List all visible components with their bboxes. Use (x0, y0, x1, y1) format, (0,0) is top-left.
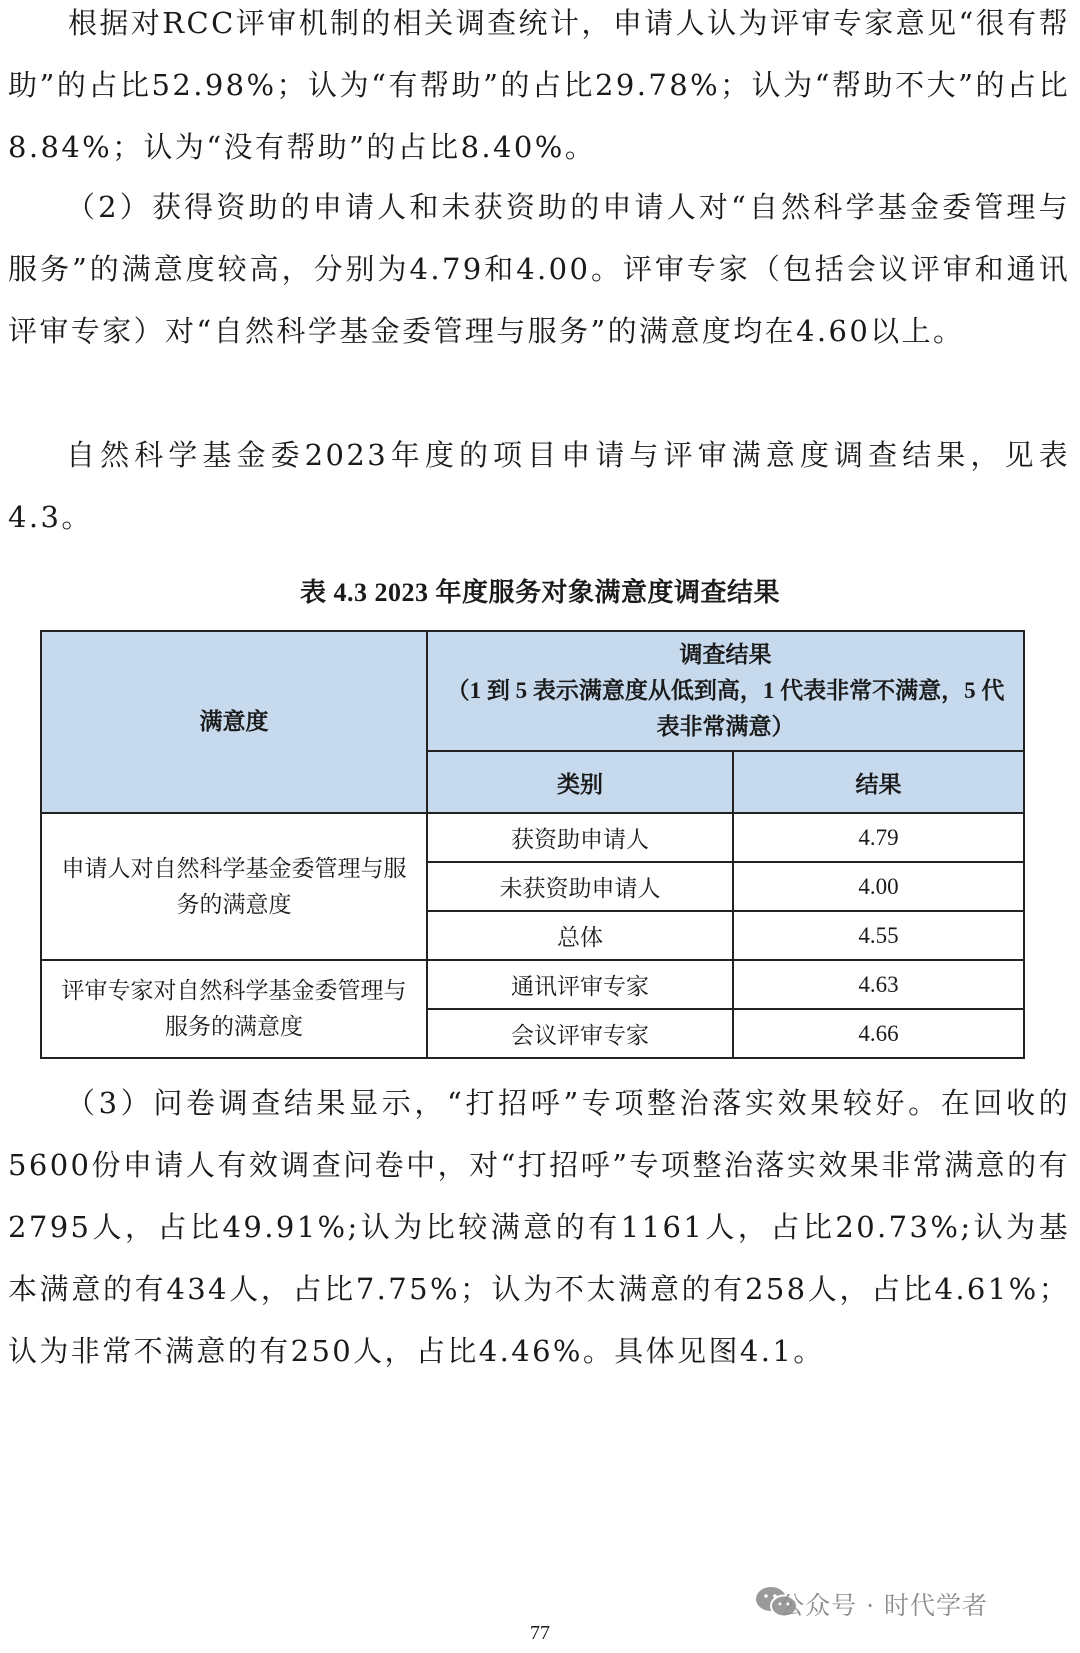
row-value: 4.55 (733, 911, 1024, 960)
header-category: 类别 (427, 751, 733, 813)
row-category: 总体 (427, 911, 733, 960)
row-value: 4.66 (733, 1009, 1024, 1058)
row-value: 4.63 (733, 960, 1024, 1009)
satisfaction-table (40, 630, 1025, 1059)
table-row (41, 960, 1024, 1009)
header-satisfaction: 满意度 (41, 631, 427, 813)
paragraph-survey-results: （3）问卷调查结果显示，“打招呼”专项整治落实效果较好。在回收的5600份申请人有效调查问卷中，对“打招呼”专项整治落实效果非常满意的有2795人，占比49.91%;认为比较满意的有1161人，占比20.73%;认为基本满意的有434人，占比7.75%；认为不太满意的有258人，占比4.61%；认为非常不满意的有250人，占比4.46%。具体见图4.1。 (8, 1086, 1070, 1368)
page-number: 77 (530, 1622, 550, 1644)
row-category: 会议评审专家 (427, 1009, 733, 1058)
row-value: 4.79 (733, 813, 1024, 862)
row-category: 获资助申请人 (427, 813, 733, 862)
table-row (41, 813, 1024, 862)
row-value: 4.00 (733, 862, 1024, 911)
row-category: 通讯评审专家 (427, 960, 733, 1009)
header-result-title: 调查结果 (679, 642, 772, 667)
header-survey-result (427, 631, 1024, 751)
header-value: 结果 (733, 751, 1024, 813)
paragraph-satisfaction-summary: （2）获得资助的申请人和未获资助的申请人对“自然科学基金委管理与服务”的满意度较高，分别为4.79和4.00。评审专家（包括会议评审和通讯评审专家）对“自然科学基金委管理与服务”的满意度均在4.60以上。 (8, 190, 1070, 348)
group-label-applicants: 申请人对自然科学基金委管理与服务的满意度 (41, 813, 427, 960)
watermark-text: 公众号 · 时代学者 (779, 1591, 988, 1620)
paragraph-rcc-review: 根据对RCC评审机制的相关调查统计，申请人认为评审专家意见“很有帮助”的占比52.98%；认为“有帮助”的占比29.78%；认为“帮助不大”的占比8.84%；认为“没有帮助”的占比8.40%。 (8, 6, 1070, 164)
paragraph-table-reference: 自然科学基金委2023年度的项目申请与评审满意度调查结果，见表4.3。 (8, 438, 1070, 534)
header-result-note: （1 到 5 表示满意度从低到高，1 代表非常不满意，5 代表非常满意） (446, 678, 1005, 739)
table-caption: 表 4.3 2023 年度服务对象满意度调查结果 (299, 578, 780, 607)
row-category: 未获资助申请人 (427, 862, 733, 911)
group-label-reviewers: 评审专家对自然科学基金委管理与服务的满意度 (41, 960, 427, 1058)
